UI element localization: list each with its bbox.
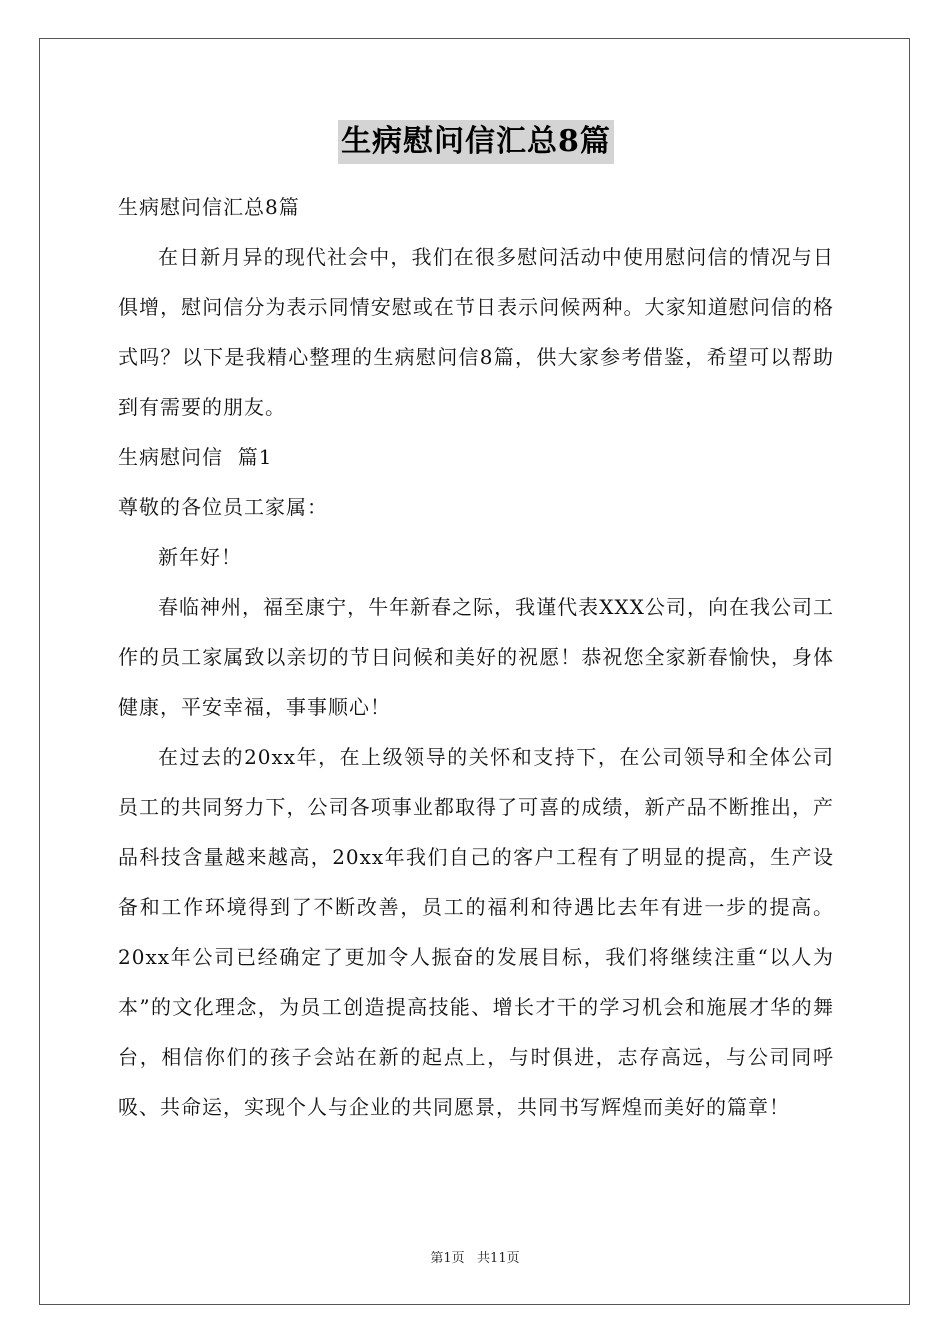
page-footer: 第1页 共11页 — [430, 1251, 520, 1266]
document-body — [118, 120, 834, 1132]
letter-paragraph-1: 春临神州，福至康宁，牛年新春之际，我谨代表XXX公司，向在我公司工作的员工家属致以亲切的节日问候和美好的祝愿！恭祝您全家新春愉快，身体健康，平安幸福，事事顺心！ — [118, 595, 834, 719]
intro-paragraph: 在日新月异的现代社会中，我们在很多慰问活动中使用慰问信的情况与日俱增，慰问信分为表示同情安慰或在节日表示问候两种。大家知道慰问信的格式吗？以下是我精心整理的生病慰问信8篇，供大家参考借鉴，希望可以帮助到有需要的朋友。 — [118, 245, 834, 419]
letter-greeting: 新年好！ — [158, 545, 242, 569]
document-title: 生病慰问信汇总8篇 — [338, 120, 614, 164]
section-heading: 生病慰问信 篇1 — [118, 445, 273, 469]
title-container — [118, 120, 834, 176]
letter-salutation: 尊敬的各位员工家属： — [118, 495, 328, 519]
letter-paragraph-2: 在过去的20xx年，在上级领导的关怀和支持下，在公司领导和全体公司员工的共同努力下，公司各项事业都取得了可喜的成绩，新产品不断推出，产品科技含量越来越高，20xx年我们自己的客户工程有了明显的提高，生产设备和工作环境得到了不断改善，员工的福利和待遇比去年有进一步的提高。20xx年公司已经确定了更加令人振奋的发展目标，我们将继续注重“以人为本”的文化理念，为员工创造提高技能、增长才干的学习机会和施展才华的舞台，相信你们的孩子会站在新的起点上，与时俱进，志存高远，与公司同呼吸、共命运，实现个人与企业的共同愿景，共同书写辉煌而美好的篇章！ — [118, 745, 834, 1119]
document-subtitle: 生病慰问信汇总8篇 — [118, 195, 300, 219]
